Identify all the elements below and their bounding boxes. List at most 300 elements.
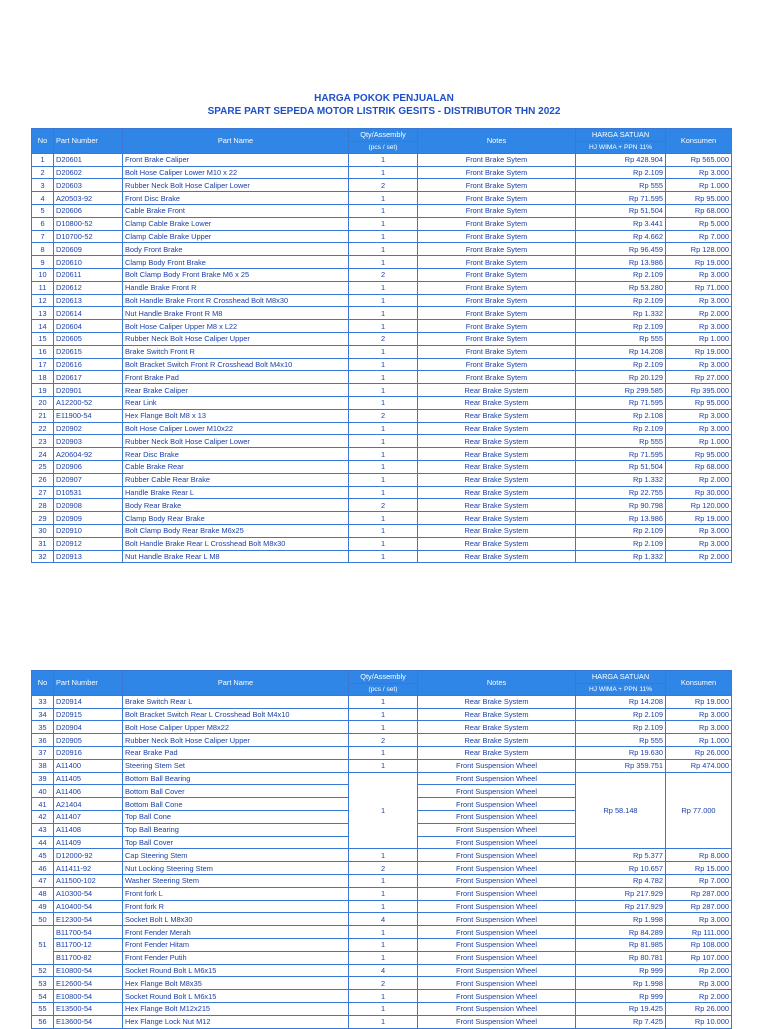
cell-part-number: D20604 — [54, 320, 123, 333]
cell-qty: 1 — [349, 230, 418, 243]
cell-part-name: Front fork L — [123, 887, 349, 900]
cell-harga: Rp 999 — [576, 964, 666, 977]
table-row — [32, 874, 732, 887]
cell-no: 53 — [32, 977, 54, 990]
cell-harga: Rp 84.289 — [576, 926, 666, 939]
cell-konsumen: Rp 3.000 — [666, 358, 732, 371]
cell-konsumen: Rp 15.000 — [666, 862, 732, 875]
cell-notes: Rear Brake System — [418, 708, 576, 721]
cell-part-name: Handle Brake Front R — [123, 281, 349, 294]
cell-notes: Front Suspension Wheel — [418, 785, 576, 798]
cell-harga: Rp 51.504 — [576, 460, 666, 473]
header-konsumen: Konsumen — [666, 671, 732, 696]
table-row — [32, 550, 732, 563]
cell-no: 54 — [32, 990, 54, 1003]
table-row — [32, 849, 732, 862]
table-row — [32, 951, 732, 964]
cell-konsumen: Rp 26.000 — [666, 746, 732, 759]
table-row — [32, 721, 732, 734]
cell-harga: Rp 555 — [576, 435, 666, 448]
cell-notes: Front Brake Sytem — [418, 256, 576, 269]
cell-qty: 4 — [349, 913, 418, 926]
cell-konsumen: Rp 5.000 — [666, 217, 732, 230]
cell-qty: 2 — [349, 179, 418, 192]
table-row — [32, 913, 732, 926]
cell-part-name: Front Fender Putih — [123, 951, 349, 964]
cell-part-number: D20602 — [54, 166, 123, 179]
cell-part-name: Front Fender Merah — [123, 926, 349, 939]
cell-part-number: D10800-52 — [54, 217, 123, 230]
table-row — [32, 862, 732, 875]
cell-no: 32 — [32, 550, 54, 563]
cell-part-name: Rubber Neck Bolt Hose Caliper Upper — [123, 332, 349, 345]
cell-part-name: Rear Brake Caliper — [123, 384, 349, 397]
cell-harga: Rp 2.109 — [576, 358, 666, 371]
cell-part-name: Cap Steering Stem — [123, 849, 349, 862]
cell-konsumen: Rp 2.000 — [666, 473, 732, 486]
cell-part-number: D20905 — [54, 734, 123, 747]
cell-konsumen: Rp 3.000 — [666, 320, 732, 333]
cell-harga: Rp 2.109 — [576, 166, 666, 179]
cell-part-number: D20612 — [54, 281, 123, 294]
table-row — [32, 166, 732, 179]
cell-konsumen: Rp 3.000 — [666, 409, 732, 422]
cell-qty: 1 — [349, 371, 418, 384]
cell-notes: Front Suspension Wheel — [418, 990, 576, 1003]
cell-harga: Rp 3.441 — [576, 217, 666, 230]
cell-konsumen: Rp 395.000 — [666, 384, 732, 397]
cell-part-name: Rubber Cable Rear Brake — [123, 473, 349, 486]
cell-notes: Rear Brake System — [418, 524, 576, 537]
table-row — [32, 537, 732, 550]
cell-part-name: Front Fender Hitam — [123, 938, 349, 951]
cell-notes: Front Suspension Wheel — [418, 1015, 576, 1028]
cell-notes: Front Suspension Wheel — [418, 964, 576, 977]
cell-notes: Front Suspension Wheel — [418, 798, 576, 811]
cell-harga: Rp 428.904 — [576, 153, 666, 166]
cell-part-number: D20912 — [54, 537, 123, 550]
cell-harga: Rp 2.109 — [576, 294, 666, 307]
cell-harga: Rp 19.425 — [576, 1002, 666, 1015]
cell-qty: 2 — [349, 332, 418, 345]
cell-konsumen: Rp 71.000 — [666, 281, 732, 294]
cell-konsumen: Rp 2.000 — [666, 990, 732, 1003]
cell-konsumen: Rp 3.000 — [666, 422, 732, 435]
table-row — [32, 512, 732, 525]
cell-part-number: B11700-12 — [54, 938, 123, 951]
cell-harga: Rp 4.662 — [576, 230, 666, 243]
cell-no: 43 — [32, 823, 54, 836]
cell-notes: Front Brake Sytem — [418, 294, 576, 307]
cell-harga: Rp 555 — [576, 179, 666, 192]
cell-notes: Front Brake Sytem — [418, 371, 576, 384]
cell-part-number: D10700-52 — [54, 230, 123, 243]
cell-qty: 1 — [349, 384, 418, 397]
cell-notes: Front Suspension Wheel — [418, 1002, 576, 1015]
cell-part-name: Bolt Handle Brake Front R Crosshead Bolt M8x30 — [123, 294, 349, 307]
price-table-2 — [31, 670, 732, 1029]
cell-harga: Rp 81.985 — [576, 938, 666, 951]
cell-part-name: Rear Disc Brake — [123, 448, 349, 461]
table-row — [32, 990, 732, 1003]
cell-part-name: Front Brake Pad — [123, 371, 349, 384]
cell-konsumen: Rp 1.000 — [666, 179, 732, 192]
cell-no: 3 — [32, 179, 54, 192]
cell-no: 9 — [32, 256, 54, 269]
table-row — [32, 345, 732, 358]
cell-notes: Rear Brake System — [418, 486, 576, 499]
table-row — [32, 708, 732, 721]
cell-part-name: Hex Flange Lock Nut M12 — [123, 1015, 349, 1028]
cell-part-name: Rear Brake Pad — [123, 746, 349, 759]
cell-notes: Front Suspension Wheel — [418, 849, 576, 862]
cell-part-number: E10800-54 — [54, 964, 123, 977]
table-row — [32, 281, 732, 294]
cell-notes: Front Brake Sytem — [418, 230, 576, 243]
cell-no: 51 — [32, 926, 54, 964]
cell-notes: Front Suspension Wheel — [418, 874, 576, 887]
cell-part-name: Clamp Cable Brake Upper — [123, 230, 349, 243]
cell-part-number: D20906 — [54, 460, 123, 473]
cell-part-name: Cable Brake Front — [123, 204, 349, 217]
header-qty: Qty/Assembly — [349, 671, 418, 684]
cell-notes: Rear Brake System — [418, 746, 576, 759]
cell-harga: Rp 555 — [576, 734, 666, 747]
cell-part-name: Bolt Hose Caliper Lower M10x22 — [123, 422, 349, 435]
cell-part-name: Hex Flange Bolt M8 x 13 — [123, 409, 349, 422]
cell-qty: 1 — [349, 153, 418, 166]
cell-no: 10 — [32, 268, 54, 281]
table-row — [32, 409, 732, 422]
cell-konsumen: Rp 3.000 — [666, 524, 732, 537]
cell-no: 34 — [32, 708, 54, 721]
cell-konsumen: Rp 108.000 — [666, 938, 732, 951]
cell-part-number: A10400-54 — [54, 900, 123, 913]
cell-harga: Rp 90.798 — [576, 499, 666, 512]
cell-konsumen: Rp 8.000 — [666, 849, 732, 862]
cell-no: 15 — [32, 332, 54, 345]
cell-konsumen: Rp 7.000 — [666, 230, 732, 243]
cell-part-name: Top Ball Bearing — [123, 823, 349, 836]
cell-konsumen: Rp 77.000 — [666, 772, 732, 849]
header-no: No — [32, 671, 54, 696]
cell-notes: Front Suspension Wheel — [418, 900, 576, 913]
cell-konsumen: Rp 128.000 — [666, 243, 732, 256]
cell-no: 55 — [32, 1002, 54, 1015]
cell-part-number: D20610 — [54, 256, 123, 269]
cell-konsumen: Rp 68.000 — [666, 460, 732, 473]
cell-part-number: D20603 — [54, 179, 123, 192]
cell-part-name: Bolt Handle Brake Rear L Crosshead Bolt M8x30 — [123, 537, 349, 550]
cell-part-number: D20616 — [54, 358, 123, 371]
table-row — [32, 759, 732, 772]
cell-harga: Rp 299.585 — [576, 384, 666, 397]
cell-konsumen: Rp 1.000 — [666, 332, 732, 345]
cell-qty: 1 — [349, 281, 418, 294]
cell-part-number: D20910 — [54, 524, 123, 537]
cell-notes: Rear Brake System — [418, 409, 576, 422]
cell-no: 28 — [32, 499, 54, 512]
cell-harga: Rp 14.208 — [576, 345, 666, 358]
cell-part-name: Hex Flange Bolt M12x215 — [123, 1002, 349, 1015]
cell-part-number: D20908 — [54, 499, 123, 512]
cell-harga: Rp 999 — [576, 990, 666, 1003]
cell-harga: Rp 13.986 — [576, 512, 666, 525]
cell-harga: Rp 1.998 — [576, 913, 666, 926]
cell-part-number: E13500-54 — [54, 1002, 123, 1015]
cell-part-number: D20916 — [54, 746, 123, 759]
table-row — [32, 460, 732, 473]
cell-no: 33 — [32, 695, 54, 708]
cell-harga: Rp 359.751 — [576, 759, 666, 772]
cell-qty: 2 — [349, 734, 418, 747]
cell-qty: 1 — [349, 887, 418, 900]
cell-konsumen: Rp 2.000 — [666, 964, 732, 977]
cell-part-number: D20614 — [54, 307, 123, 320]
cell-konsumen: Rp 3.000 — [666, 708, 732, 721]
cell-konsumen: Rp 287.000 — [666, 887, 732, 900]
table-row — [32, 371, 732, 384]
table-row — [32, 384, 732, 397]
cell-konsumen: Rp 3.000 — [666, 294, 732, 307]
cell-part-number: E12600-54 — [54, 977, 123, 990]
cell-part-number: A11407 — [54, 810, 123, 823]
cell-konsumen: Rp 19.000 — [666, 695, 732, 708]
cell-part-number: A21404 — [54, 798, 123, 811]
cell-part-number: D20606 — [54, 204, 123, 217]
cell-qty: 1 — [349, 951, 418, 964]
cell-notes: Front Suspension Wheel — [418, 759, 576, 772]
header-no: No — [32, 129, 54, 154]
cell-qty: 2 — [349, 977, 418, 990]
cell-qty: 1 — [349, 1002, 418, 1015]
cell-part-name: Body Front Brake — [123, 243, 349, 256]
cell-part-number: D12000-92 — [54, 849, 123, 862]
cell-qty: 1 — [349, 294, 418, 307]
table-row — [32, 746, 732, 759]
table-row — [32, 938, 732, 951]
cell-harga: Rp 2.109 — [576, 268, 666, 281]
header-qty-sub: (pcs / set) — [349, 683, 418, 695]
table-row — [32, 977, 732, 990]
cell-harga: Rp 2.108 — [576, 409, 666, 422]
cell-no: 56 — [32, 1015, 54, 1028]
cell-notes: Front Brake Sytem — [418, 179, 576, 192]
cell-no: 46 — [32, 862, 54, 875]
cell-qty: 1 — [349, 396, 418, 409]
cell-notes: Front Brake Sytem — [418, 332, 576, 345]
cell-qty: 1 — [349, 759, 418, 772]
cell-qty: 1 — [349, 256, 418, 269]
cell-part-name: Bolt Hose Caliper Upper M8x22 — [123, 721, 349, 734]
cell-konsumen: Rp 27.000 — [666, 371, 732, 384]
cell-konsumen: Rp 95.000 — [666, 396, 732, 409]
cell-part-number: D20617 — [54, 371, 123, 384]
header-part-name: Part Name — [123, 129, 349, 154]
cell-no: 38 — [32, 759, 54, 772]
cell-part-name: Front fork R — [123, 900, 349, 913]
cell-part-number: D20901 — [54, 384, 123, 397]
cell-part-number: A11405 — [54, 772, 123, 785]
cell-part-name: Nut Handle Brake Front R M8 — [123, 307, 349, 320]
cell-konsumen: Rp 3.000 — [666, 268, 732, 281]
cell-no: 22 — [32, 422, 54, 435]
cell-notes: Rear Brake System — [418, 695, 576, 708]
cell-part-name: Bolt Hose Caliper Lower M10 x 22 — [123, 166, 349, 179]
cell-part-number: D20915 — [54, 708, 123, 721]
cell-notes: Front Suspension Wheel — [418, 977, 576, 990]
cell-no: 44 — [32, 836, 54, 849]
table-row — [32, 887, 732, 900]
cell-part-number: D20902 — [54, 422, 123, 435]
cell-konsumen: Rp 3.000 — [666, 913, 732, 926]
table-row — [32, 448, 732, 461]
cell-part-name: Bolt Hose Caliper Upper M8 x L22 — [123, 320, 349, 333]
cell-notes: Front Suspension Wheel — [418, 836, 576, 849]
table-row — [32, 153, 732, 166]
cell-no: 6 — [32, 217, 54, 230]
table-row — [32, 256, 732, 269]
cell-qty: 1 — [349, 448, 418, 461]
cell-no: 27 — [32, 486, 54, 499]
cell-konsumen: Rp 287.000 — [666, 900, 732, 913]
cell-qty: 1 — [349, 900, 418, 913]
cell-qty: 1 — [349, 460, 418, 473]
cell-no: 12 — [32, 294, 54, 307]
cell-qty: 2 — [349, 409, 418, 422]
cell-no: 35 — [32, 721, 54, 734]
cell-harga: Rp 2.109 — [576, 708, 666, 721]
cell-part-name: Clamp Cable Brake Lower — [123, 217, 349, 230]
table-header-row — [32, 129, 732, 142]
cell-konsumen: Rp 2.000 — [666, 550, 732, 563]
header-harga-sub: HJ WIMA + PPN 11% — [576, 683, 666, 695]
cell-konsumen: Rp 565.000 — [666, 153, 732, 166]
cell-konsumen: Rp 107.000 — [666, 951, 732, 964]
cell-part-number: D20903 — [54, 435, 123, 448]
table-row — [32, 926, 732, 939]
cell-notes: Front Brake Sytem — [418, 268, 576, 281]
cell-notes: Rear Brake System — [418, 537, 576, 550]
cell-part-number: D20609 — [54, 243, 123, 256]
header-notes: Notes — [418, 671, 576, 696]
cell-part-name: Bottom Ball Cover — [123, 785, 349, 798]
cell-no: 8 — [32, 243, 54, 256]
cell-part-name: Brake Switch Front R — [123, 345, 349, 358]
cell-harga: Rp 1.998 — [576, 977, 666, 990]
cell-no: 5 — [32, 204, 54, 217]
cell-qty: 1 — [349, 1015, 418, 1028]
cell-no: 41 — [32, 798, 54, 811]
cell-harga: Rp 217.929 — [576, 900, 666, 913]
table-row — [32, 192, 732, 205]
cell-part-number: B11700-82 — [54, 951, 123, 964]
table-row — [32, 435, 732, 448]
cell-part-name: Front Brake Caliper — [123, 153, 349, 166]
cell-harga: Rp 96.459 — [576, 243, 666, 256]
cell-part-number: A11500-102 — [54, 874, 123, 887]
header-qty: Qty/Assembly — [349, 129, 418, 142]
cell-notes: Front Suspension Wheel — [418, 823, 576, 836]
cell-qty: 1 — [349, 990, 418, 1003]
table-row — [32, 307, 732, 320]
cell-qty: 1 — [349, 473, 418, 486]
cell-harga: Rp 1.332 — [576, 550, 666, 563]
cell-notes: Front Brake Sytem — [418, 320, 576, 333]
cell-part-name: Washer Steering Stem — [123, 874, 349, 887]
cell-no: 37 — [32, 746, 54, 759]
table-row — [32, 396, 732, 409]
cell-qty: 1 — [349, 320, 418, 333]
cell-no: 47 — [32, 874, 54, 887]
cell-part-name: Rubber Neck Bolt Hose Caliper Upper — [123, 734, 349, 747]
table-row — [32, 900, 732, 913]
cell-no: 52 — [32, 964, 54, 977]
cell-konsumen: Rp 19.000 — [666, 256, 732, 269]
cell-qty: 4 — [349, 964, 418, 977]
cell-qty: 1 — [349, 708, 418, 721]
cell-no: 18 — [32, 371, 54, 384]
cell-notes: Rear Brake System — [418, 473, 576, 486]
cell-konsumen: Rp 120.000 — [666, 499, 732, 512]
cell-part-number: D20611 — [54, 268, 123, 281]
cell-notes: Rear Brake System — [418, 460, 576, 473]
cell-part-name: Bolt Bracket Switch Rear L Crosshead Bolt M4x10 — [123, 708, 349, 721]
cell-part-name: Nut Handle Brake Rear L M8 — [123, 550, 349, 563]
cell-no: 39 — [32, 772, 54, 785]
cell-part-number: D20914 — [54, 695, 123, 708]
cell-konsumen: Rp 10.000 — [666, 1015, 732, 1028]
cell-no: 11 — [32, 281, 54, 294]
cell-konsumen: Rp 7.000 — [666, 874, 732, 887]
table-row — [32, 204, 732, 217]
cell-part-number: A11408 — [54, 823, 123, 836]
cell-part-name: Top Ball Cone — [123, 810, 349, 823]
cell-konsumen: Rp 95.000 — [666, 192, 732, 205]
cell-harga: Rp 71.595 — [576, 192, 666, 205]
cell-no: 21 — [32, 409, 54, 422]
cell-part-name: Body Rear Brake — [123, 499, 349, 512]
cell-konsumen: Rp 95.000 — [666, 448, 732, 461]
cell-part-number: A20503-92 — [54, 192, 123, 205]
cell-notes: Front Suspension Wheel — [418, 926, 576, 939]
cell-part-number: E10800-54 — [54, 990, 123, 1003]
cell-part-number: D20601 — [54, 153, 123, 166]
cell-notes: Front Suspension Wheel — [418, 951, 576, 964]
cell-no: 29 — [32, 512, 54, 525]
cell-qty: 1 — [349, 358, 418, 371]
cell-qty: 1 — [349, 217, 418, 230]
cell-no: 20 — [32, 396, 54, 409]
table-header-row — [32, 671, 732, 684]
table-row — [32, 772, 732, 785]
cell-part-name: Handle Brake Rear L — [123, 486, 349, 499]
cell-harga: Rp 71.595 — [576, 448, 666, 461]
cell-qty: 1 — [349, 422, 418, 435]
cell-part-name: Socket Bolt L M8x30 — [123, 913, 349, 926]
cell-part-number: D20904 — [54, 721, 123, 734]
cell-part-number: A11406 — [54, 785, 123, 798]
cell-notes: Front Brake Sytem — [418, 243, 576, 256]
cell-qty: 1 — [349, 345, 418, 358]
cell-qty: 1 — [349, 512, 418, 525]
cell-notes: Front Suspension Wheel — [418, 913, 576, 926]
cell-harga: Rp 10.657 — [576, 862, 666, 875]
cell-qty: 1 — [349, 926, 418, 939]
cell-konsumen: Rp 3.000 — [666, 721, 732, 734]
table-row — [32, 695, 732, 708]
cell-no: 31 — [32, 537, 54, 550]
